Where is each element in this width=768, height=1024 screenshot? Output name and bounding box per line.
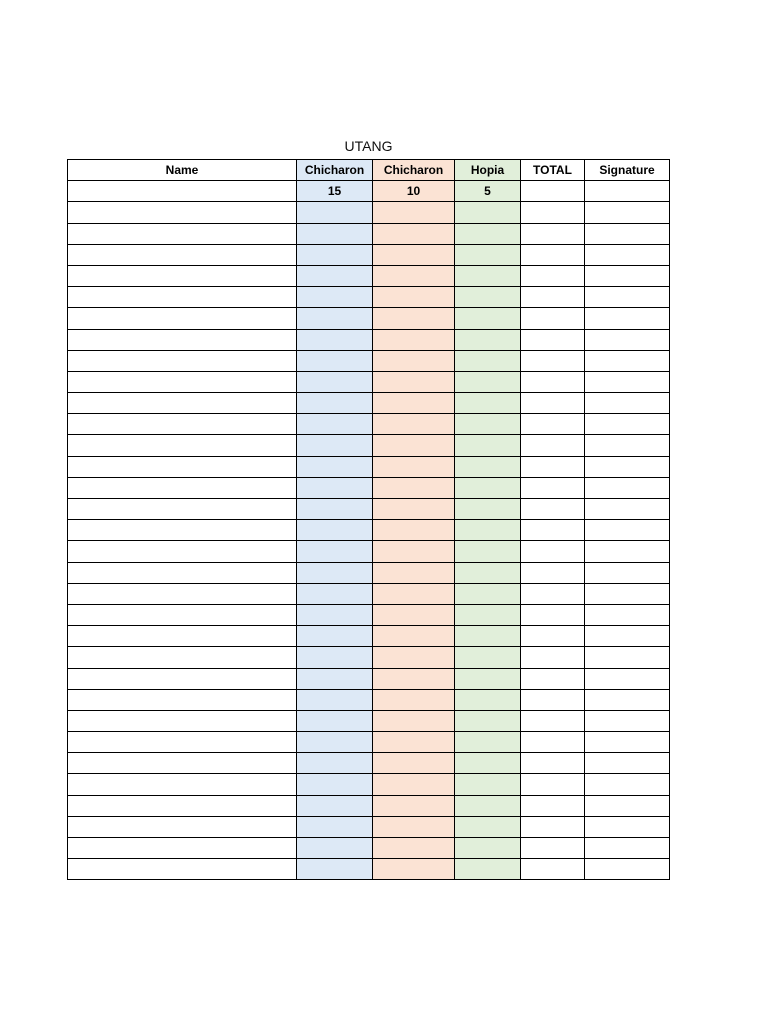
signature-cell[interactable]	[585, 223, 670, 244]
table-row	[68, 626, 670, 647]
chicharon-2-cell[interactable]	[373, 562, 455, 583]
name-cell[interactable]	[68, 477, 297, 498]
table-row	[68, 604, 670, 625]
table-row	[68, 838, 670, 859]
hopia-cell[interactable]	[455, 456, 521, 477]
hopia-cell[interactable]	[455, 604, 521, 625]
signature-cell[interactable]	[585, 265, 670, 286]
total-cell[interactable]	[521, 477, 585, 498]
signature-cell[interactable]	[585, 308, 670, 329]
table-row	[68, 393, 670, 414]
chicharon-2-cell[interactable]	[373, 287, 455, 308]
hopia-cell[interactable]	[455, 520, 521, 541]
chicharon-2-cell[interactable]	[373, 689, 455, 710]
total-cell[interactable]	[521, 456, 585, 477]
chicharon-2-cell[interactable]	[373, 308, 455, 329]
chicharon-2-cell[interactable]	[373, 499, 455, 520]
hopia-cell[interactable]	[455, 435, 521, 456]
chicharon-2-cell[interactable]	[373, 202, 455, 223]
hopia-cell[interactable]	[455, 329, 521, 350]
total-cell[interactable]	[521, 541, 585, 562]
name-cell[interactable]	[68, 859, 297, 880]
signature-cell[interactable]	[585, 371, 670, 392]
hopia-cell[interactable]	[455, 795, 521, 816]
signature-cell[interactable]	[585, 456, 670, 477]
table-row	[68, 562, 670, 583]
chicharon-2-cell[interactable]	[373, 265, 455, 286]
hopia-cell[interactable]	[455, 308, 521, 329]
price-chicharon-1: 15	[297, 181, 373, 202]
price-chicharon-2: 10	[373, 181, 455, 202]
header-total: TOTAL	[521, 160, 585, 181]
signature-cell[interactable]	[585, 604, 670, 625]
name-cell[interactable]	[68, 583, 297, 604]
hopia-cell[interactable]	[455, 838, 521, 859]
signature-cell[interactable]	[585, 689, 670, 710]
chicharon-2-cell[interactable]	[373, 520, 455, 541]
chicharon-2-cell[interactable]	[373, 753, 455, 774]
table-row	[68, 287, 670, 308]
chicharon-2-cell[interactable]	[373, 371, 455, 392]
hopia-cell[interactable]	[455, 244, 521, 265]
chicharon-2-cell[interactable]	[373, 477, 455, 498]
chicharon-1-cell[interactable]	[297, 287, 373, 308]
hopia-cell[interactable]	[455, 710, 521, 731]
total-cell[interactable]	[521, 414, 585, 435]
table-row	[68, 371, 670, 392]
signature-cell[interactable]	[585, 287, 670, 308]
chicharon-2-cell[interactable]	[373, 732, 455, 753]
sheet-title: UTANG	[344, 138, 393, 154]
table-row	[68, 308, 670, 329]
total-cell[interactable]	[521, 287, 585, 308]
chicharon-1-cell[interactable]	[297, 308, 373, 329]
total-cell[interactable]	[521, 689, 585, 710]
table-row	[68, 668, 670, 689]
chicharon-2-cell[interactable]	[373, 795, 455, 816]
chicharon-2-cell[interactable]	[373, 350, 455, 371]
total-cell[interactable]	[521, 838, 585, 859]
name-cell[interactable]	[68, 265, 297, 286]
hopia-cell[interactable]	[455, 477, 521, 498]
name-cell[interactable]	[68, 732, 297, 753]
chicharon-1-cell[interactable]	[297, 414, 373, 435]
hopia-cell[interactable]	[455, 202, 521, 223]
signature-cell[interactable]	[585, 774, 670, 795]
name-cell[interactable]	[68, 435, 297, 456]
signature-cell[interactable]	[585, 329, 670, 350]
table-row	[68, 499, 670, 520]
total-cell[interactable]	[521, 202, 585, 223]
table-row	[68, 350, 670, 371]
hopia-cell[interactable]	[455, 668, 521, 689]
table-row	[68, 477, 670, 498]
chicharon-2-cell[interactable]	[373, 626, 455, 647]
hopia-cell[interactable]	[455, 350, 521, 371]
name-cell[interactable]	[68, 838, 297, 859]
hopia-cell[interactable]	[455, 223, 521, 244]
chicharon-2-cell[interactable]	[373, 435, 455, 456]
table-row	[68, 753, 670, 774]
hopia-cell[interactable]	[455, 371, 521, 392]
chicharon-2-cell[interactable]	[373, 604, 455, 625]
header-chicharon-1: Chicharon	[297, 160, 373, 181]
total-cell[interactable]	[521, 774, 585, 795]
signature-cell[interactable]	[585, 477, 670, 498]
table-row	[68, 265, 670, 286]
table-row	[68, 583, 670, 604]
name-cell[interactable]	[68, 371, 297, 392]
total-cell[interactable]	[521, 732, 585, 753]
name-cell[interactable]	[68, 393, 297, 414]
signature-cell[interactable]	[585, 626, 670, 647]
signature-cell[interactable]	[585, 499, 670, 520]
hopia-cell[interactable]	[455, 265, 521, 286]
price-hopia: 5	[455, 181, 521, 202]
table-row	[68, 520, 670, 541]
name-cell[interactable]	[68, 541, 297, 562]
name-cell[interactable]	[68, 223, 297, 244]
total-cell[interactable]	[521, 710, 585, 731]
signature-cell[interactable]	[585, 393, 670, 414]
chicharon-2-cell[interactable]	[373, 244, 455, 265]
signature-cell[interactable]	[585, 668, 670, 689]
signature-cell[interactable]	[585, 816, 670, 837]
chicharon-2-cell[interactable]	[373, 223, 455, 244]
header-name: Name	[68, 160, 297, 181]
signature-cell[interactable]	[585, 795, 670, 816]
header-chicharon-2: Chicharon	[373, 160, 455, 181]
total-cell[interactable]	[521, 583, 585, 604]
chicharon-1-cell[interactable]	[297, 393, 373, 414]
table-row	[68, 244, 670, 265]
total-cell[interactable]	[521, 816, 585, 837]
hopia-cell[interactable]	[455, 393, 521, 414]
name-cell[interactable]	[68, 202, 297, 223]
signature-cell[interactable]	[585, 647, 670, 668]
signature-cell[interactable]	[585, 435, 670, 456]
signature-cell[interactable]	[585, 753, 670, 774]
signature-cell[interactable]	[585, 838, 670, 859]
total-cell[interactable]	[521, 265, 585, 286]
name-cell[interactable]	[68, 774, 297, 795]
price-signature-cell[interactable]	[585, 181, 670, 202]
chicharon-1-cell[interactable]	[297, 668, 373, 689]
table-row	[68, 859, 670, 880]
table-row	[68, 689, 670, 710]
chicharon-2-cell[interactable]	[373, 393, 455, 414]
hopia-cell[interactable]	[455, 647, 521, 668]
chicharon-1-cell[interactable]	[297, 689, 373, 710]
signature-cell[interactable]	[585, 710, 670, 731]
total-cell[interactable]	[521, 604, 585, 625]
chicharon-1-cell[interactable]	[297, 816, 373, 837]
table-row	[68, 414, 670, 435]
hopia-cell[interactable]	[455, 816, 521, 837]
name-cell[interactable]	[68, 308, 297, 329]
total-cell[interactable]	[521, 308, 585, 329]
name-cell[interactable]	[68, 520, 297, 541]
table-row	[68, 202, 670, 223]
chicharon-2-cell[interactable]	[373, 816, 455, 837]
total-cell[interactable]	[521, 795, 585, 816]
chicharon-1-cell[interactable]	[297, 838, 373, 859]
total-cell[interactable]	[521, 499, 585, 520]
total-cell[interactable]	[521, 223, 585, 244]
total-cell[interactable]	[521, 668, 585, 689]
total-cell[interactable]	[521, 435, 585, 456]
header-row	[68, 160, 670, 181]
table-row	[68, 774, 670, 795]
hopia-cell[interactable]	[455, 414, 521, 435]
name-cell[interactable]	[68, 626, 297, 647]
total-cell[interactable]	[521, 350, 585, 371]
table-row	[68, 435, 670, 456]
name-cell[interactable]	[68, 647, 297, 668]
total-cell[interactable]	[521, 371, 585, 392]
table-row	[68, 816, 670, 837]
utang-table	[67, 159, 670, 880]
name-cell[interactable]	[68, 329, 297, 350]
name-cell[interactable]	[68, 499, 297, 520]
name-cell[interactable]	[68, 816, 297, 837]
table-row	[68, 732, 670, 753]
chicharon-2-cell[interactable]	[373, 838, 455, 859]
chicharon-1-cell[interactable]	[297, 202, 373, 223]
chicharon-1-cell[interactable]	[297, 562, 373, 583]
hopia-cell[interactable]	[455, 583, 521, 604]
total-cell[interactable]	[521, 329, 585, 350]
table-row	[68, 710, 670, 731]
hopia-cell[interactable]	[455, 732, 521, 753]
hopia-cell[interactable]	[455, 562, 521, 583]
chicharon-1-cell[interactable]	[297, 795, 373, 816]
table-row	[68, 329, 670, 350]
name-cell[interactable]	[68, 456, 297, 477]
hopia-cell[interactable]	[455, 859, 521, 880]
hopia-cell[interactable]	[455, 626, 521, 647]
signature-cell[interactable]	[585, 520, 670, 541]
chicharon-1-cell[interactable]	[297, 456, 373, 477]
name-cell[interactable]	[68, 287, 297, 308]
total-cell[interactable]	[521, 244, 585, 265]
chicharon-1-cell[interactable]	[297, 859, 373, 880]
name-cell[interactable]	[68, 689, 297, 710]
table-row	[68, 456, 670, 477]
chicharon-1-cell[interactable]	[297, 499, 373, 520]
signature-cell[interactable]	[585, 562, 670, 583]
signature-cell[interactable]	[585, 414, 670, 435]
table-row	[68, 795, 670, 816]
hopia-cell[interactable]	[455, 499, 521, 520]
name-cell[interactable]	[68, 350, 297, 371]
chicharon-1-cell[interactable]	[297, 350, 373, 371]
name-cell[interactable]	[68, 414, 297, 435]
chicharon-1-cell[interactable]	[297, 520, 373, 541]
chicharon-1-cell[interactable]	[297, 774, 373, 795]
total-cell[interactable]	[521, 647, 585, 668]
price-name-cell[interactable]	[68, 181, 297, 202]
signature-cell[interactable]	[585, 202, 670, 223]
chicharon-2-cell[interactable]	[373, 583, 455, 604]
chicharon-2-cell[interactable]	[373, 859, 455, 880]
chicharon-1-cell[interactable]	[297, 710, 373, 731]
signature-cell[interactable]	[585, 244, 670, 265]
total-cell[interactable]	[521, 859, 585, 880]
signature-cell[interactable]	[585, 350, 670, 371]
signature-cell[interactable]	[585, 859, 670, 880]
chicharon-1-cell[interactable]	[297, 732, 373, 753]
chicharon-1-cell[interactable]	[297, 371, 373, 392]
price-row	[68, 181, 670, 202]
hopia-cell[interactable]	[455, 541, 521, 562]
chicharon-1-cell[interactable]	[297, 604, 373, 625]
chicharon-1-cell[interactable]	[297, 477, 373, 498]
name-cell[interactable]	[68, 710, 297, 731]
signature-cell[interactable]	[585, 541, 670, 562]
chicharon-2-cell[interactable]	[373, 647, 455, 668]
chicharon-2-cell[interactable]	[373, 414, 455, 435]
chicharon-1-cell[interactable]	[297, 647, 373, 668]
total-cell[interactable]	[521, 562, 585, 583]
table-row	[68, 223, 670, 244]
chicharon-2-cell[interactable]	[373, 541, 455, 562]
chicharon-1-cell[interactable]	[297, 265, 373, 286]
chicharon-1-cell[interactable]	[297, 583, 373, 604]
name-cell[interactable]	[68, 562, 297, 583]
chicharon-1-cell[interactable]	[297, 435, 373, 456]
hopia-cell[interactable]	[455, 774, 521, 795]
chicharon-2-cell[interactable]	[373, 668, 455, 689]
hopia-cell[interactable]	[455, 689, 521, 710]
name-cell[interactable]	[68, 244, 297, 265]
chicharon-1-cell[interactable]	[297, 626, 373, 647]
chicharon-2-cell[interactable]	[373, 774, 455, 795]
name-cell[interactable]	[68, 604, 297, 625]
price-total-cell[interactable]	[521, 181, 585, 202]
signature-cell[interactable]	[585, 732, 670, 753]
chicharon-1-cell[interactable]	[297, 541, 373, 562]
name-cell[interactable]	[68, 795, 297, 816]
total-cell[interactable]	[521, 520, 585, 541]
chicharon-2-cell[interactable]	[373, 710, 455, 731]
header-signature: Signature	[585, 160, 670, 181]
signature-cell[interactable]	[585, 583, 670, 604]
total-cell[interactable]	[521, 626, 585, 647]
table-row	[68, 541, 670, 562]
name-cell[interactable]	[68, 753, 297, 774]
chicharon-2-cell[interactable]	[373, 456, 455, 477]
chicharon-1-cell[interactable]	[297, 244, 373, 265]
total-cell[interactable]	[521, 393, 585, 414]
chicharon-2-cell[interactable]	[373, 329, 455, 350]
hopia-cell[interactable]	[455, 287, 521, 308]
name-cell[interactable]	[68, 668, 297, 689]
chicharon-1-cell[interactable]	[297, 223, 373, 244]
header-hopia: Hopia	[455, 160, 521, 181]
table-row	[68, 647, 670, 668]
chicharon-1-cell[interactable]	[297, 753, 373, 774]
total-cell[interactable]	[521, 753, 585, 774]
hopia-cell[interactable]	[455, 753, 521, 774]
chicharon-1-cell[interactable]	[297, 329, 373, 350]
